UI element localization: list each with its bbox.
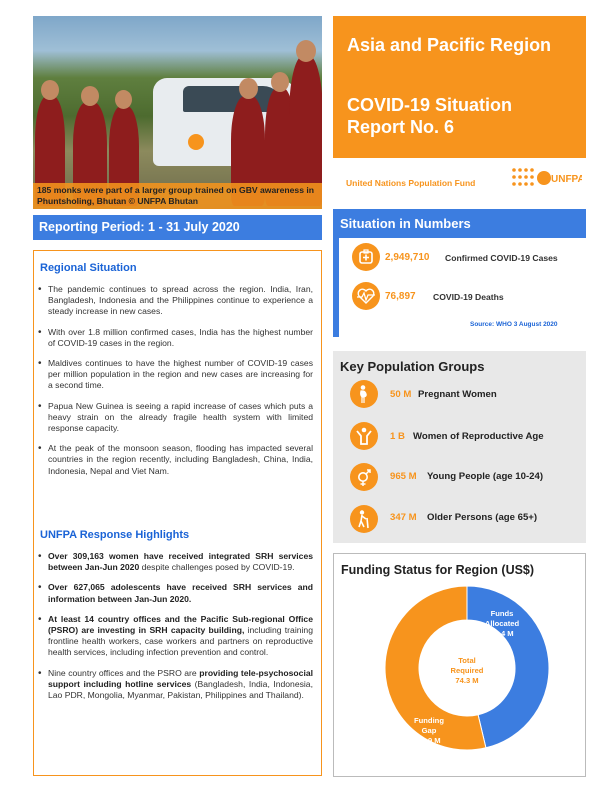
- regional-situation-list: [38, 284, 313, 486]
- response-heading: UNFPA Response Highlights: [40, 529, 190, 541]
- source-note: Source: WHO 3 August 2020: [470, 321, 558, 328]
- pregnant-women-label: Pregnant Women: [418, 389, 497, 400]
- photo-caption: 185 monks were part of a larger group trained on GBV awareness in Phuntsholing, Bhutan © UNFPA Bhutan: [33, 183, 322, 209]
- deaths-label: COVID-19 Deaths: [433, 292, 504, 302]
- pregnant-women-value: 50 M: [390, 389, 412, 400]
- deaths-value: 76,897: [385, 291, 416, 302]
- pregnant-woman-icon: [350, 380, 378, 408]
- report-title: COVID-19 Situation Report No. 6: [347, 95, 513, 137]
- list-item: • Over 627,065 adolescents have received SRH services and information between Jan-Jun 2020.: [38, 582, 313, 604]
- left-column: [33, 250, 322, 776]
- older-persons-label: Older Persons (age 65+): [427, 512, 538, 523]
- response-list: [38, 551, 313, 710]
- region-title: Asia and Pacific Region: [347, 35, 552, 55]
- reproductive-age-label: Women of Reproductive Age: [413, 431, 544, 442]
- center-label: Total Required 74.3 M: [450, 656, 484, 685]
- heartbeat-icon: [352, 282, 380, 310]
- slice-label-allocated: Funds Allocated 34.4 M: [484, 609, 520, 638]
- chart-title: Funding Status for Region (US$): [341, 563, 535, 577]
- key-population-heading: Key Population Groups: [340, 359, 485, 374]
- list-item: • Over 309,163 women have received integrated SRH services between Jan-Jun 2020 despite challenges posed by COVID-19.: [38, 551, 313, 573]
- list-item: • Maldives continues to have the highest number of COVID-19 cases per million population in the region and new cases are increasing for a second time.: [38, 358, 313, 392]
- org-name: United Nations Population Fund: [346, 178, 476, 188]
- unfpa-vehicle-logo: [188, 134, 204, 150]
- situation-heading: Situation in Numbers: [340, 216, 471, 231]
- women-icon: [350, 422, 378, 450]
- list-item: • Papua New Guinea is seeing a rapid increase of cases which puts a heavy strain on the already fragile health system with limited response capacity.: [38, 401, 313, 435]
- cases-value: 2,949,710: [385, 252, 430, 263]
- svg-text:UNFPA: UNFPA: [551, 174, 582, 185]
- regional-situation-heading: Regional Situation: [40, 262, 137, 274]
- older-person-icon: [350, 505, 378, 533]
- title-box: [333, 16, 586, 158]
- cases-label: Confirmed COVID-19 Cases: [445, 253, 558, 263]
- funding-donut-chart: [383, 584, 551, 752]
- list-item: • The pandemic continues to spread across the region. India, Iran, Bangladesh, Indonesia and the Philippines continue to experience a steady increase in new cases.: [38, 284, 313, 318]
- list-item: • With over 1.8 million confirmed cases, India has the highest number of COVID-19 cases in the region.: [38, 327, 313, 349]
- unfpa-logo: [510, 164, 582, 194]
- list-item: • At the peak of the monsoon season, flooding has impacted several countries in the region recently, including Bangladesh, China, India, Indonesia, Nepal and Viet Nam.: [38, 443, 313, 477]
- cover-photo: [33, 16, 322, 209]
- slice-label-gap: Funding Gap 39.9 M: [414, 716, 444, 745]
- young-people-value: 965 M: [390, 471, 417, 482]
- list-item: • At least 14 country offices and the Pacific Sub-regional Office (PSRO) are investing in SRH capacity building, including training frontline health workers, case workers and partners on reproductive health services, including infection prevention and control.: [38, 614, 313, 659]
- health-kit-icon: [352, 243, 380, 271]
- gender-symbol-icon: [350, 463, 378, 491]
- reproductive-age-value: 1 B: [390, 431, 405, 442]
- reporting-period: Reporting Period: 1 - 31 July 2020: [33, 215, 322, 240]
- older-persons-value: 347 M: [390, 512, 417, 523]
- young-people-label: Young People (age 10-24): [427, 471, 544, 482]
- list-item: • Nine country offices and the PSRO are providing tele-psychosocial support including hotline services (Bangladesh, India, Indonesia, Lao PDR, Mongolia, Myanmar, Pakistan, Philippines and Thailand).: [38, 668, 313, 702]
